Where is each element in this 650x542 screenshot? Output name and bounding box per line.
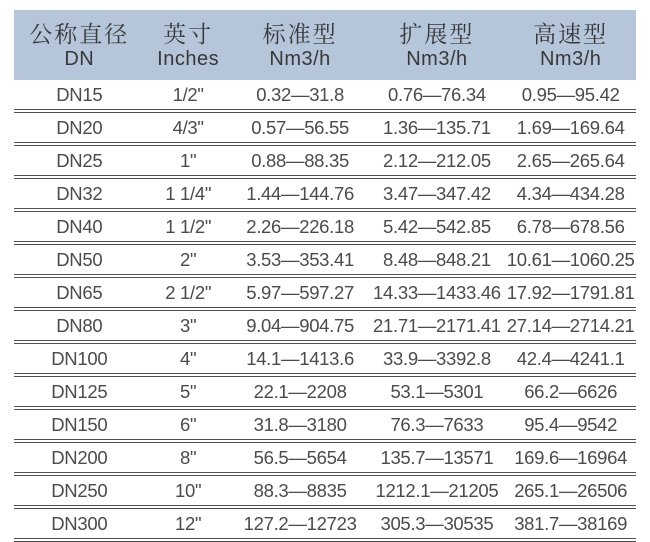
inches-cell: 1" — [145, 144, 232, 177]
inches-cell: 3" — [145, 309, 232, 342]
dn-cell: DN50 — [14, 243, 145, 276]
header-highspeed-type-zh: 高速型 — [533, 20, 609, 47]
header-highspeed-type-sub: Nm3/h — [539, 48, 602, 71]
table-row — [14, 441, 636, 474]
header-row — [14, 10, 636, 80]
table-row — [14, 507, 636, 540]
header-nominal-diameter-sub: DN — [64, 48, 95, 71]
extended-range-cell: 21.71—2171.41 — [369, 309, 506, 342]
highspeed-range-cell: 95.4—9542 — [505, 408, 636, 441]
standard-range-cell: 127.2—12723 — [232, 507, 369, 540]
dn-cell: DN150 — [14, 408, 145, 441]
table-row — [14, 80, 636, 111]
inches-cell: 4" — [145, 342, 232, 375]
standard-range-cell: 22.1—2208 — [232, 375, 369, 408]
table-row — [14, 210, 636, 243]
header-extended-type-sub: Nm3/h — [406, 48, 468, 71]
inches-cell: 2 1/2" — [145, 276, 232, 309]
inches-cell: 4/3" — [145, 111, 232, 144]
standard-range-cell: 0.32—31.8 — [232, 80, 369, 111]
inches-cell: 1/2" — [145, 80, 232, 111]
flow-range-spec-table — [14, 10, 636, 542]
header-nominal-diameter — [14, 10, 145, 80]
highspeed-range-cell: 169.6—16964 — [505, 441, 636, 474]
table-row — [14, 474, 636, 507]
standard-range-cell: 5.97—597.27 — [232, 276, 369, 309]
standard-range-cell: 88.3—8835 — [232, 474, 369, 507]
table-row — [14, 243, 636, 276]
highspeed-range-cell: 4.34—434.28 — [505, 177, 636, 210]
table-header — [14, 10, 636, 80]
table-row — [14, 177, 636, 210]
extended-range-cell: 5.42—542.85 — [369, 210, 506, 243]
inches-cell: 10" — [145, 474, 232, 507]
dn-cell: DN40 — [14, 210, 145, 243]
extended-range-cell: 33.9—3392.8 — [369, 342, 506, 375]
inches-cell: 1 1/2" — [145, 210, 232, 243]
table-row — [14, 276, 636, 309]
highspeed-range-cell: 265.1—26506 — [505, 474, 636, 507]
header-inches-zh: 英寸 — [163, 20, 214, 47]
header-inches-sub: Inches — [157, 48, 220, 71]
extended-range-cell: 3.47—347.42 — [369, 177, 506, 210]
standard-range-cell: 31.8—3180 — [232, 408, 369, 441]
standard-range-cell: 3.53—353.41 — [232, 243, 369, 276]
table-row — [14, 375, 636, 408]
dn-cell: DN125 — [14, 375, 145, 408]
header-extended-type — [369, 10, 506, 80]
table-body — [14, 80, 636, 540]
standard-range-cell: 2.26—226.18 — [232, 210, 369, 243]
table-row — [14, 342, 636, 375]
dn-cell: DN15 — [14, 80, 145, 111]
highspeed-range-cell: 0.95—95.42 — [505, 80, 636, 111]
extended-range-cell: 14.33—1433.46 — [369, 276, 506, 309]
header-standard-type — [232, 10, 369, 80]
highspeed-range-cell: 2.65—265.64 — [505, 144, 636, 177]
standard-range-cell: 0.57—56.55 — [232, 111, 369, 144]
inches-cell: 1 1/4" — [145, 177, 232, 210]
highspeed-range-cell: 10.61—1060.25 — [505, 243, 636, 276]
highspeed-range-cell: 66.2—6626 — [505, 375, 636, 408]
header-highspeed-type — [505, 10, 636, 80]
extended-range-cell: 0.76—76.34 — [369, 80, 506, 111]
extended-range-cell: 305.3—30535 — [369, 507, 506, 540]
dn-cell: DN300 — [14, 507, 145, 540]
table-row — [14, 111, 636, 144]
standard-range-cell: 9.04—904.75 — [232, 309, 369, 342]
dn-cell: DN100 — [14, 342, 145, 375]
dn-cell: DN250 — [14, 474, 145, 507]
dn-cell: DN80 — [14, 309, 145, 342]
dn-cell: DN25 — [14, 144, 145, 177]
highspeed-range-cell: 1.69—169.64 — [505, 111, 636, 144]
extended-range-cell: 1212.1—21205 — [369, 474, 506, 507]
header-standard-type-sub: Nm3/h — [269, 48, 331, 71]
extended-range-cell: 8.48—848.21 — [369, 243, 506, 276]
table-row — [14, 309, 636, 342]
highspeed-range-cell: 17.92—1791.81 — [505, 276, 636, 309]
inches-cell: 6" — [145, 408, 232, 441]
extended-range-cell: 2.12—212.05 — [369, 144, 506, 177]
standard-range-cell: 14.1—1413.6 — [232, 342, 369, 375]
extended-range-cell: 53.1—5301 — [369, 375, 506, 408]
dn-cell: DN32 — [14, 177, 145, 210]
header-nominal-diameter-zh: 公称直径 — [29, 20, 130, 47]
standard-range-cell: 56.5—5654 — [232, 441, 369, 474]
inches-cell: 5" — [145, 375, 232, 408]
extended-range-cell: 1.36—135.71 — [369, 111, 506, 144]
highspeed-range-cell: 381.7—38169 — [505, 507, 636, 540]
highspeed-range-cell: 6.78—678.56 — [505, 210, 636, 243]
header-inches — [145, 10, 232, 80]
header-standard-type-zh: 标准型 — [262, 20, 338, 47]
extended-range-cell: 76.3—7633 — [369, 408, 506, 441]
inches-cell: 8" — [145, 441, 232, 474]
highspeed-range-cell: 27.14—2714.21 — [505, 309, 636, 342]
header-extended-type-zh: 扩展型 — [399, 20, 475, 47]
dn-cell: DN20 — [14, 111, 145, 144]
dn-cell: DN200 — [14, 441, 145, 474]
table-row — [14, 144, 636, 177]
highspeed-range-cell: 42.4—4241.1 — [505, 342, 636, 375]
extended-range-cell: 135.7—13571 — [369, 441, 506, 474]
inches-cell: 2" — [145, 243, 232, 276]
table-row — [14, 408, 636, 441]
standard-range-cell: 0.88—88.35 — [232, 144, 369, 177]
standard-range-cell: 1.44—144.76 — [232, 177, 369, 210]
dn-cell: DN65 — [14, 276, 145, 309]
inches-cell: 12" — [145, 507, 232, 540]
